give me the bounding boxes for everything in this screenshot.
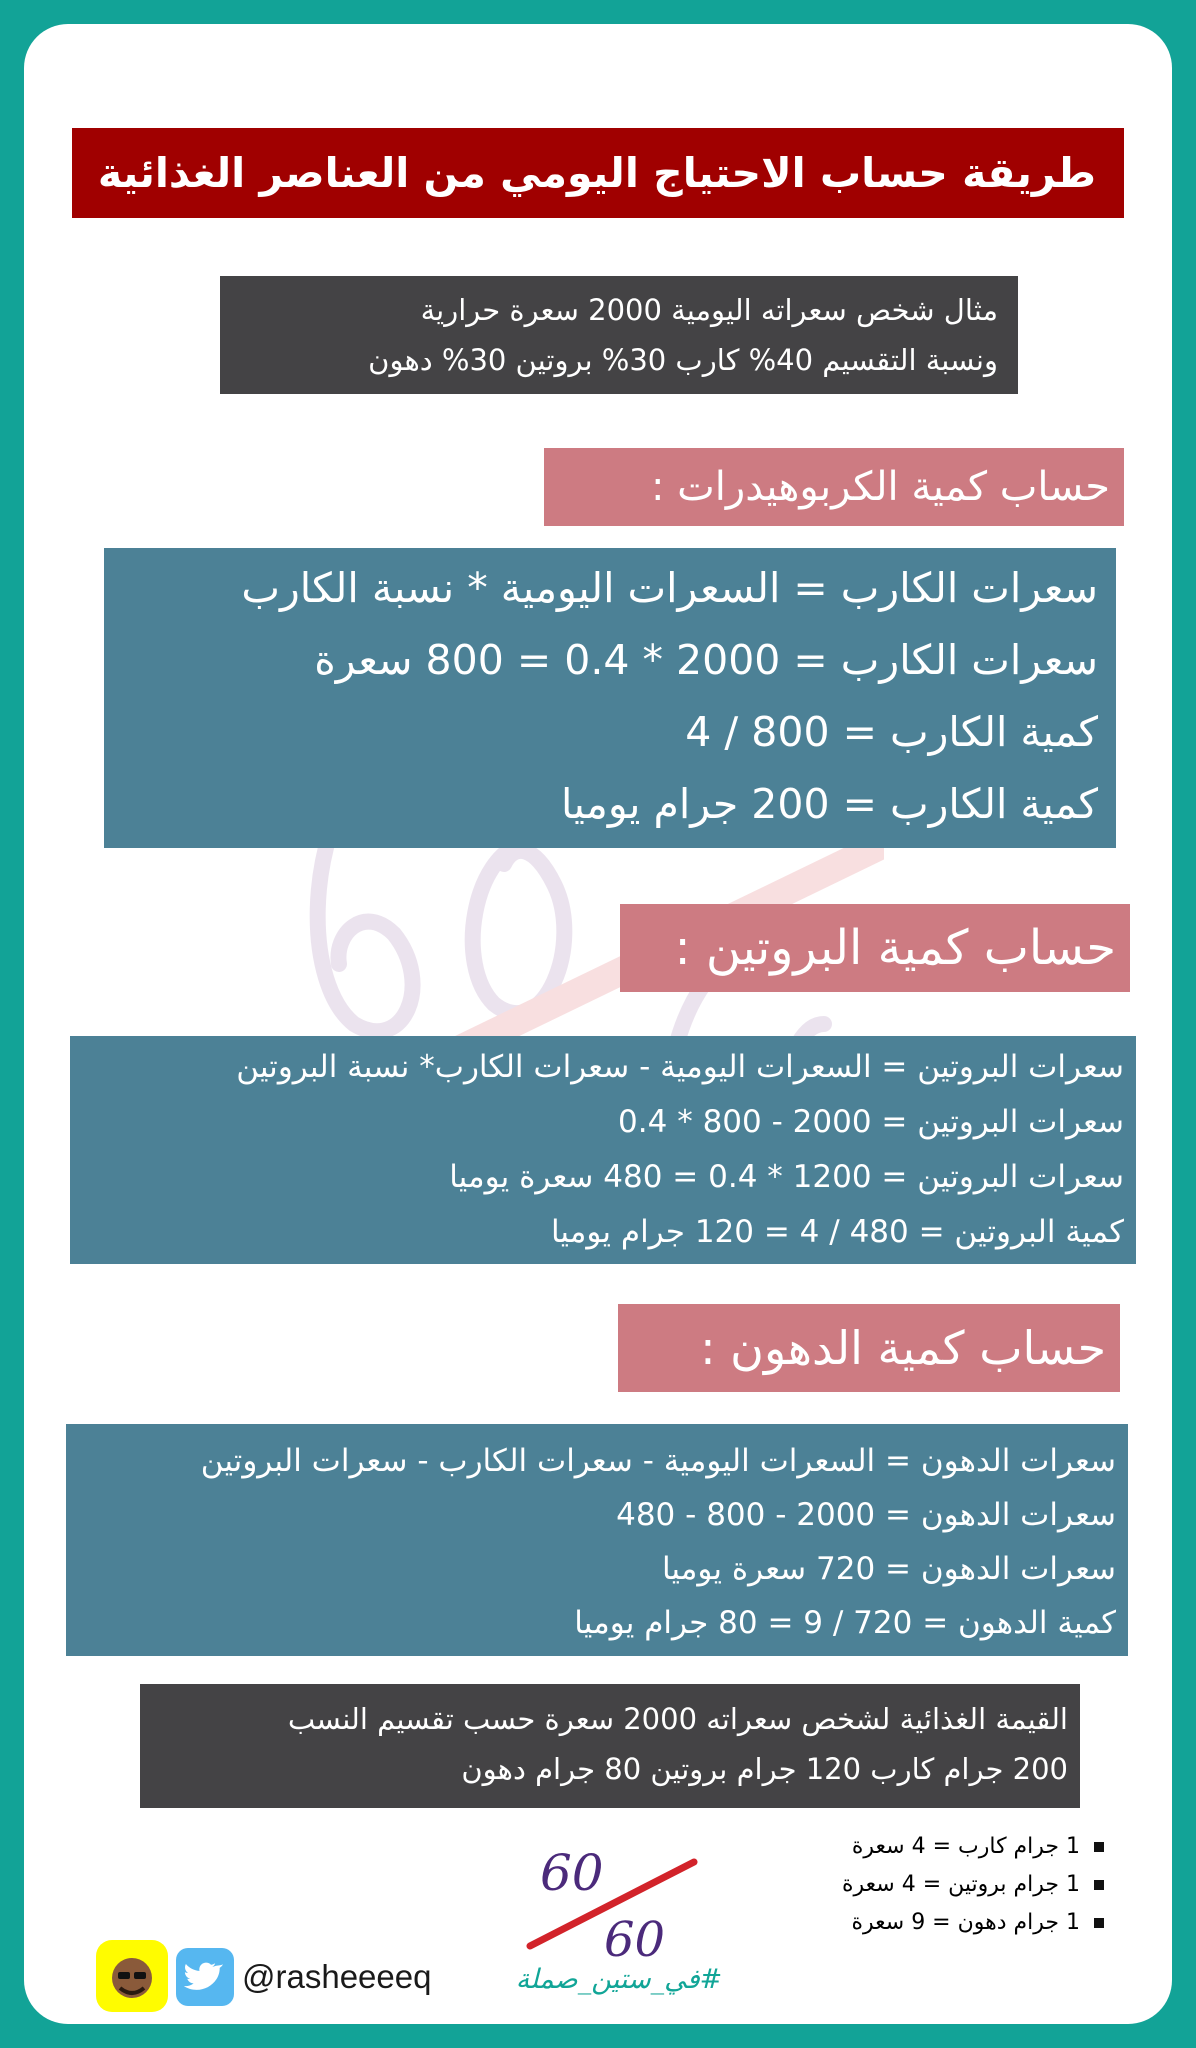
list-item: 1 جرام بروتين = 4 سعرة — [684, 1866, 1104, 1904]
carb-line-4: كمية الكارب = 200 جرام يوميا — [561, 780, 1098, 828]
protein-line-4: كمية البروتين = 480 / 4 = 120 جرام يوميا — [550, 1214, 1124, 1250]
page-title — [72, 128, 1124, 218]
fat-calculation-box — [66, 1424, 1128, 1656]
example-line-2: ونسبة التقسيم 40% كارب 30% بروتين 30% دهون — [368, 343, 998, 377]
bullet-square-icon — [1094, 1842, 1104, 1852]
logo-top-number: 60 — [540, 1844, 604, 1902]
carb-calculation-box — [104, 548, 1116, 848]
calorie-facts-list — [684, 1828, 1104, 1942]
carb-line-1: سعرات الكارب = السعرات اليومية * نسبة الكارب — [241, 564, 1098, 612]
fat-section-header: حساب كمية الدهون : — [618, 1304, 1120, 1392]
summary-box — [140, 1684, 1080, 1808]
protein-line-2: سعرات البروتين = 2000 - 800 * 0.4 — [618, 1104, 1124, 1140]
carb-line-3: كمية الكارب = 800 / 4 — [685, 708, 1098, 756]
fat-line-3: سعرات الدهون = 720 سعرة يوميا — [661, 1551, 1116, 1587]
logo-bottom-number: 60 — [604, 1912, 666, 1968]
summary-line-1: القيمة الغذائية لشخص سعراته 2000 سعرة حسب تقسيم النسب — [287, 1702, 1068, 1736]
example-box — [220, 276, 1018, 394]
protein-calculation-box — [70, 1036, 1136, 1264]
page-title-text: طريقة حساب الاحتياج اليومي من العناصر الغذائية — [97, 149, 1096, 197]
carb-section-header: حساب كمية الكربوهيدرات : — [544, 448, 1124, 526]
infographic-card — [24, 24, 1172, 2024]
carb-line-2: سعرات الكارب = 2000 * 0.4 = 800 سعرة — [314, 636, 1098, 684]
twitter-handle[interactable]: @rasheeeeq — [242, 1958, 432, 1995]
fat-line-4: كمية الدهون = 720 / 9 = 80 جرام يوميا — [574, 1605, 1116, 1641]
example-line-1: مثال شخص سعراته اليومية 2000 سعرة حرارية — [420, 293, 998, 327]
list-item: 1 جرام دهون = 9 سعرة — [684, 1904, 1104, 1942]
fat-line-1: سعرات الدهون = السعرات اليومية - سعرات الكارب - سعرات البروتين — [200, 1443, 1116, 1479]
protein-line-1: سعرات البروتين = السعرات اليومية - سعرات الكارب* نسبة البروتين — [236, 1049, 1124, 1085]
bullet-square-icon — [1094, 1880, 1104, 1890]
bullet-square-icon — [1094, 1918, 1104, 1928]
twitter-bird-icon[interactable] — [176, 1948, 234, 2006]
logo-hashtag: #في_ستين_صملة — [515, 1964, 723, 1995]
summary-line-2: 200 جرام كارب 120 جرام بروتين 80 جرام دهون — [461, 1752, 1068, 1786]
protein-line-3: سعرات البروتين = 1200 * 0.4 = 480 سعرة يوميا — [449, 1159, 1124, 1195]
protein-section-header: حساب كمية البروتين : — [620, 904, 1130, 992]
fat-line-2: سعرات الدهون = 2000 - 800 - 480 — [616, 1497, 1116, 1533]
snapchat-icon[interactable] — [96, 1940, 168, 2012]
list-item: 1 جرام كارب = 4 سعرة — [684, 1828, 1104, 1866]
